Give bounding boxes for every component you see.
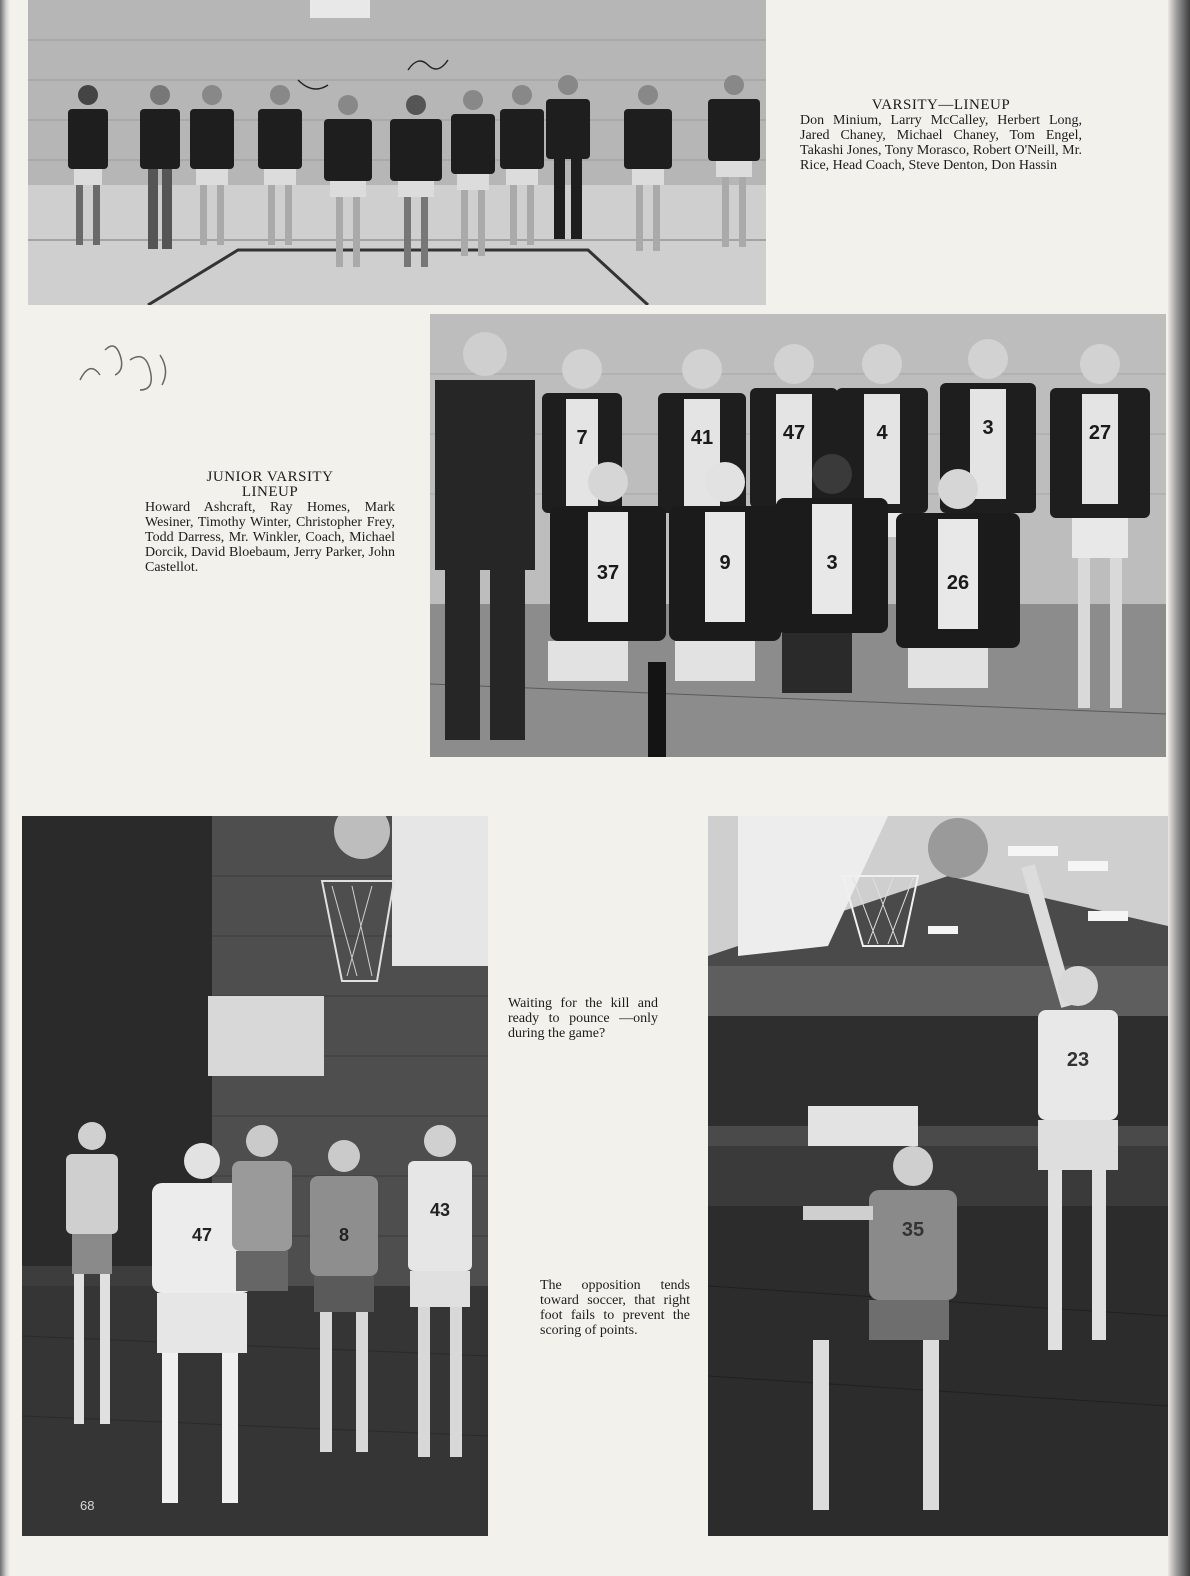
- jersey-number: 23: [1066, 1049, 1090, 1071]
- jersey-number: 4: [876, 422, 888, 444]
- jersey-number: 37: [596, 562, 620, 584]
- varsity-heading: VARSITY—LINEUP: [871, 97, 1011, 113]
- jersey-number: 35: [901, 1219, 925, 1241]
- varsity-caption: [800, 98, 1082, 173]
- opposition-text: The opposition tends toward soccer, that right foot fails to prevent the scoring of points.: [540, 1278, 690, 1338]
- waiting-text: Waiting for the kill and ready to pounce —only during the game?: [508, 996, 658, 1041]
- jersey-number: 7: [576, 427, 588, 449]
- page-number: 68: [80, 1498, 95, 1513]
- binding-spine: [0, 0, 10, 1576]
- jersey-number: 27: [1088, 422, 1112, 444]
- waiting-caption: [508, 996, 658, 1041]
- opposition-caption: [540, 1278, 690, 1338]
- varsity-team-photo: [28, 0, 766, 305]
- jersey-number: 3: [982, 417, 994, 439]
- jv-heading-line2: LINEUP: [241, 484, 299, 500]
- jv-caption: [145, 470, 395, 575]
- junior-varsity-team-photo: [430, 314, 1166, 757]
- jersey-number: 3: [826, 552, 838, 574]
- pencil-scribble-icon: [70, 330, 180, 410]
- varsity-names: Don Minium, Larry McCalley, Herbert Long, Jared Chaney, Michael Chaney, Tom Engel, Takashi Jones, Tony Morasco, Robert O'Neill, Mr. Rice, Head Coach, Steve Denton, Don Hassin: [800, 113, 1082, 173]
- layup-action-photo: [708, 816, 1168, 1536]
- jersey-number: 47: [782, 422, 806, 444]
- next-page-edge: [1168, 0, 1190, 1576]
- jv-heading-line1: JUNIOR VARSITY: [206, 469, 334, 485]
- jersey-number: 47: [191, 1225, 213, 1245]
- jersey-number: 41: [690, 427, 714, 449]
- jv-names: Howard Ashcraft, Ray Homes, Mark Wesiner, Timothy Winter, Christopher Frey, Todd Darress, Mr. Winkler, Coach, Michael Dorcik, David Bloebaum, Jerry Parker, John Castellot.: [145, 500, 395, 575]
- jersey-number: 26: [946, 572, 970, 594]
- jersey-number: 9: [719, 552, 731, 574]
- jersey-number: 43: [429, 1200, 451, 1220]
- rebound-action-photo: [22, 816, 488, 1536]
- jersey-number: 8: [338, 1225, 350, 1245]
